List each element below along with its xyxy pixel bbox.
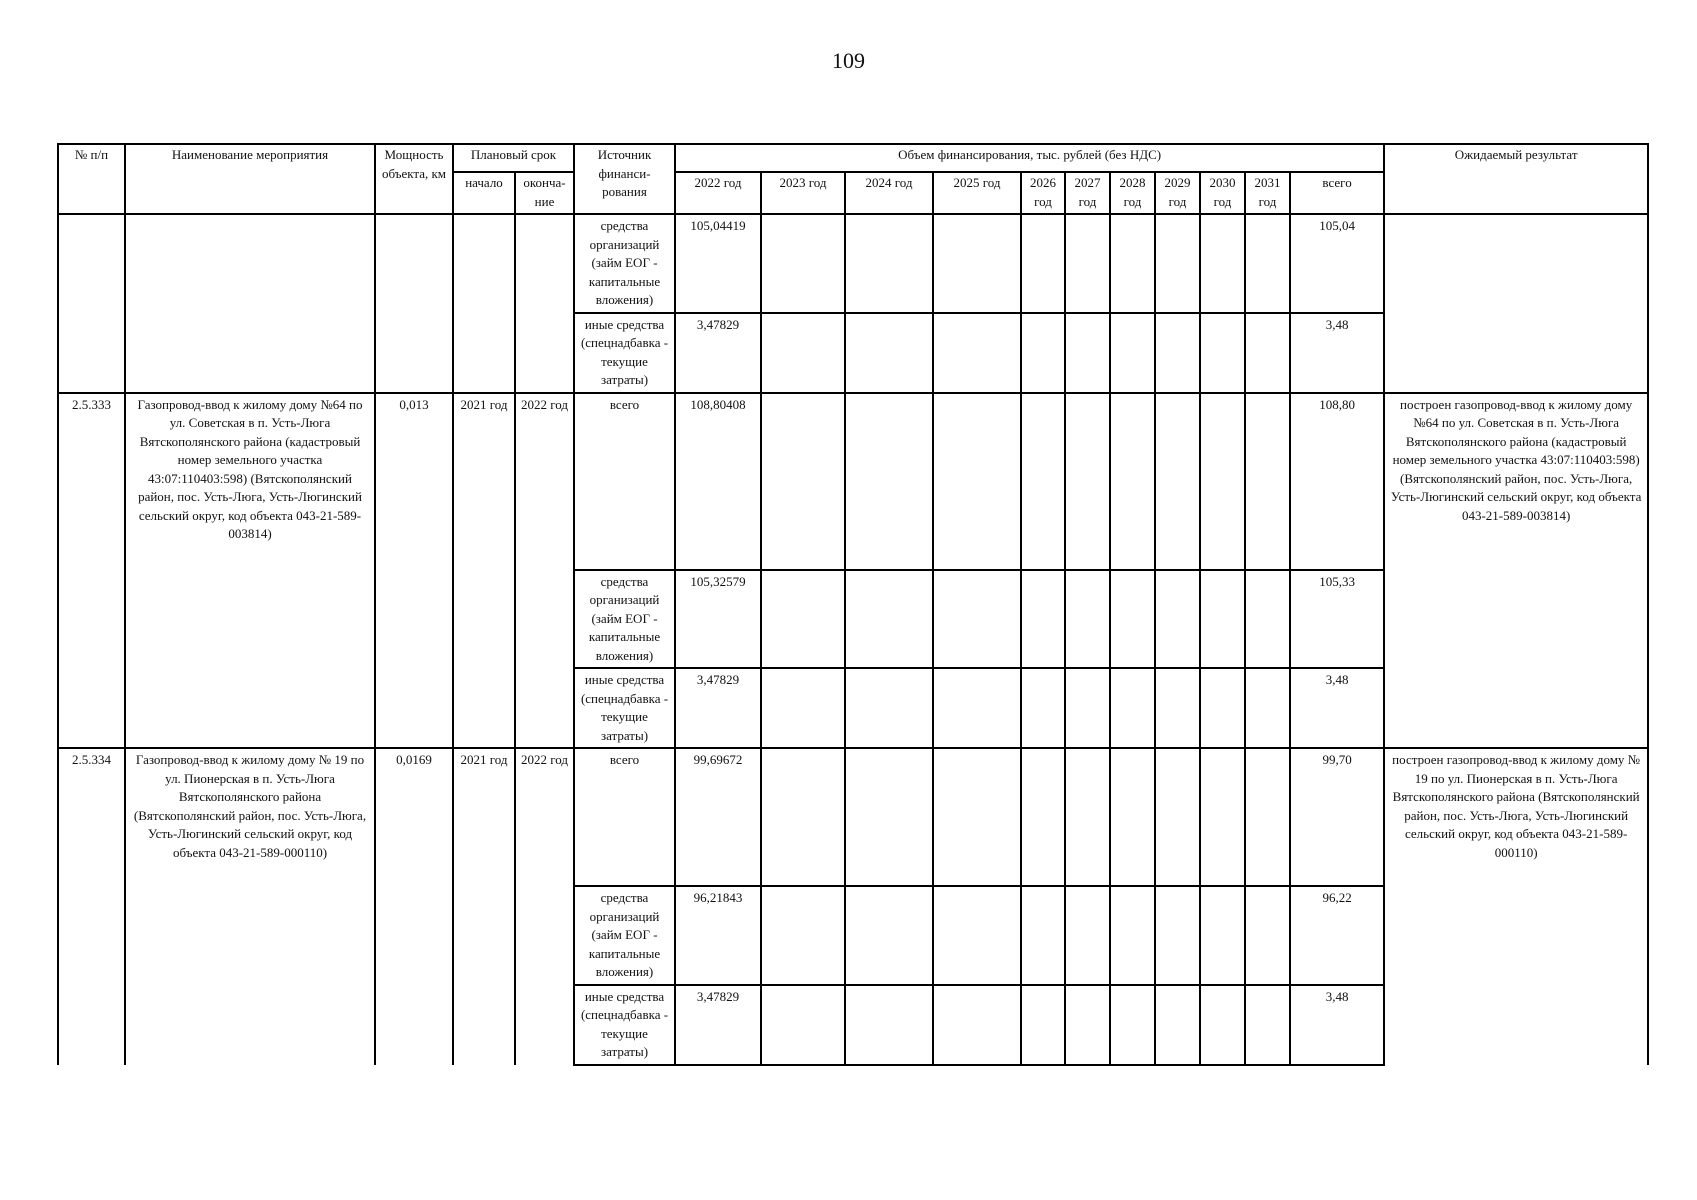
- header-year: 2024 год: [845, 172, 933, 214]
- cell-total: 3,48: [1290, 668, 1384, 748]
- cell-start: 2021 год: [453, 393, 515, 749]
- header-start: начало: [453, 172, 515, 214]
- header-power: Мощность объекта, км: [375, 144, 453, 214]
- cell-2022: 99,69672: [675, 748, 761, 886]
- header-result: Ожидаемый результат: [1384, 144, 1648, 214]
- cell-result: построен газопровод-ввод к жилому дому №64 по ул. Советская в п. Усть-Люга Вятскополянского района (кадастровый номер земельного участка 43:07:110403:598) (Вятскополянский район, пос. Усть-Люга, Усть-Люгинский сельский округ, код объекта 043-21-589-003814): [1384, 393, 1648, 749]
- cell-total: 105,33: [1290, 570, 1384, 669]
- cell-2022: 108,80408: [675, 393, 761, 570]
- header-year: 2023 год: [761, 172, 845, 214]
- cell-start: [453, 214, 515, 393]
- cell-total: 108,80: [1290, 393, 1384, 570]
- page-number: 109: [832, 48, 865, 73]
- cell-total: 3,48: [1290, 313, 1384, 393]
- table-row: [58, 214, 1648, 313]
- cell-2022: 3,47829: [675, 985, 761, 1065]
- cell-source: средства организаций (займ ЕОГ - капитальные вложения): [574, 570, 675, 669]
- cell-2022: 3,47829: [675, 668, 761, 748]
- cell-2022: 96,21843: [675, 886, 761, 985]
- cell-power: 0,013: [375, 393, 453, 749]
- header-year: 2027 год: [1065, 172, 1110, 214]
- header-term: Плановый срок: [453, 144, 574, 172]
- cell-2022: 105,04419: [675, 214, 761, 313]
- cell-total: 99,70: [1290, 748, 1384, 886]
- funding-table: [57, 143, 1649, 1066]
- cell-total: 105,04: [1290, 214, 1384, 313]
- header-year: 2022 год: [675, 172, 761, 214]
- cell-name: Газопровод-ввод к жилому дому №64 по ул. Советская в п. Усть-Люга Вятскополянского района (кадастровый номер земельного участка 43:07:110403:598) (Вятскополянский район, пос. Усть-Люга, Усть-Люгинский сельский округ, код объекта 043-21-589-003814): [125, 393, 375, 749]
- cell-start: 2021 год: [453, 748, 515, 1065]
- cell-source: средства организаций (займ ЕОГ - капитальные вложения): [574, 214, 675, 313]
- cell-end: 2022 год: [515, 393, 574, 749]
- cell-source: иные средства (спецнадбавка - текущие затраты): [574, 313, 675, 393]
- header-year: 2029 год: [1155, 172, 1200, 214]
- header-total: всего: [1290, 172, 1384, 214]
- cell-source: всего: [574, 393, 675, 570]
- cell-power: [375, 214, 453, 393]
- table-row: [58, 748, 1648, 886]
- cell-source: иные средства (спецнадбавка - текущие затраты): [574, 985, 675, 1065]
- table-row: [58, 393, 1648, 570]
- cell-total: 96,22: [1290, 886, 1384, 985]
- cell-end: 2022 год: [515, 748, 574, 1065]
- cell-no: [58, 214, 125, 393]
- cell-source: всего: [574, 748, 675, 886]
- header-end: оконча-ние: [515, 172, 574, 214]
- cell-2022: 105,32579: [675, 570, 761, 669]
- header-year: 2025 год: [933, 172, 1021, 214]
- header-year: 2030 год: [1200, 172, 1245, 214]
- cell-name: Газопровод-ввод к жилому дому № 19 по ул. Пионерская в п. Усть-Люга Вятскополянского района (Вятскополянский район, пос. Усть-Люга, Усть-Люгинский сельский округ, код объекта 043-21-589-000110): [125, 748, 375, 1065]
- header-funding: Объем финансирования, тыс. рублей (без НДС): [675, 144, 1384, 172]
- cell-result: [1384, 214, 1648, 393]
- cell-no: 2.5.334: [58, 748, 125, 1065]
- header-year: 2031 год: [1245, 172, 1290, 214]
- header-year: 2026 год: [1021, 172, 1065, 214]
- cell-end: [515, 214, 574, 393]
- cell-2022: 3,47829: [675, 313, 761, 393]
- header-source: Источник финанси-рования: [574, 144, 675, 214]
- cell-source: иные средства (спецнадбавка - текущие затраты): [574, 668, 675, 748]
- cell-source: средства организаций (займ ЕОГ - капитальные вложения): [574, 886, 675, 985]
- header-year: 2028 год: [1110, 172, 1155, 214]
- cell-no: 2.5.333: [58, 393, 125, 749]
- cell-name: [125, 214, 375, 393]
- cell-total: 3,48: [1290, 985, 1384, 1065]
- cell-power: 0,0169: [375, 748, 453, 1065]
- header-name: Наименование мероприятия: [125, 144, 375, 214]
- header-no: № п/п: [58, 144, 125, 214]
- cell-result: построен газопровод-ввод к жилому дому № 19 по ул. Пионерская в п. Усть-Люга Вятскополянского района (Вятскополянский район, пос. Усть-Люга, Усть-Люгинский сельский округ, код объекта 043-21-589-000110): [1384, 748, 1648, 1065]
